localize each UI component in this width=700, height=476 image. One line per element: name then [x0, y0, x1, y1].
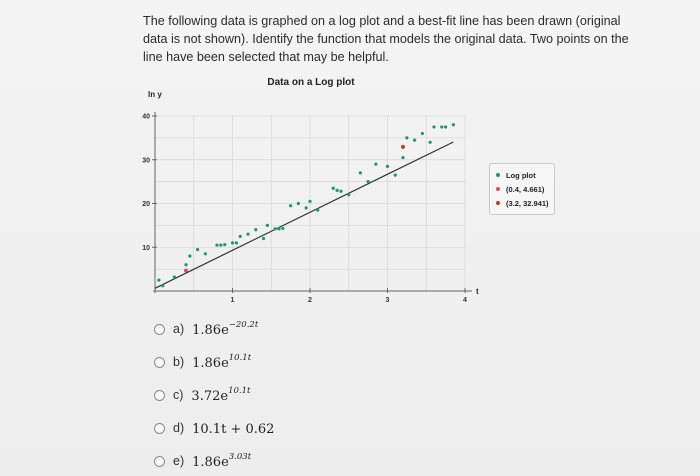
option-formula	[191, 386, 250, 404]
data-point	[231, 241, 234, 244]
legend-marker	[496, 187, 500, 191]
legend-item-point-1	[496, 183, 544, 195]
y-tick-label: 30	[142, 157, 150, 165]
x-tick-label: 3	[385, 297, 390, 304]
fit-line	[155, 142, 453, 288]
formula-base: 1.86e	[192, 356, 229, 371]
data-point	[289, 204, 292, 207]
data-point	[432, 125, 435, 128]
radio-button[interactable]	[154, 390, 165, 401]
option-a[interactable]	[154, 318, 258, 340]
data-point	[452, 123, 455, 126]
chart-title: Data on a Log plot	[267, 77, 355, 88]
data-point	[239, 235, 242, 238]
data-point	[262, 237, 265, 240]
data-point	[188, 254, 191, 257]
option-formula	[192, 419, 274, 437]
data-point	[359, 171, 362, 174]
option-letter: d)	[173, 421, 185, 435]
legend-item-log-plot	[496, 169, 536, 181]
data-points	[157, 123, 455, 287]
formula-base: 1.86e	[192, 323, 229, 338]
data-point	[374, 163, 377, 166]
option-b[interactable]	[154, 351, 251, 373]
y-tick-label: 20	[142, 201, 150, 208]
option-letter: a)	[173, 322, 185, 336]
legend-item-point-2	[496, 197, 549, 209]
data-point	[204, 252, 207, 255]
data-point	[215, 243, 218, 246]
data-point	[281, 227, 284, 230]
data-point	[308, 200, 311, 203]
radio-button[interactable]	[154, 456, 165, 467]
data-point	[394, 173, 397, 176]
data-point	[339, 190, 342, 193]
data-point	[305, 206, 308, 209]
formula-base: 1.86e	[192, 455, 229, 470]
legend-marker	[496, 173, 500, 177]
formula-exponent: 3.03t	[228, 452, 252, 462]
data-point	[444, 125, 447, 128]
data-point	[297, 202, 300, 205]
data-point	[347, 193, 350, 196]
y-tick-label: 10	[142, 244, 150, 252]
formula-exponent: −20.2t	[228, 320, 259, 330]
radio-button[interactable]	[154, 423, 165, 434]
data-point	[235, 241, 238, 244]
radio-button[interactable]	[154, 357, 165, 368]
data-point	[274, 227, 277, 230]
radio-button[interactable]	[154, 324, 165, 335]
formula-base: 3.72e	[191, 389, 229, 404]
data-point	[413, 138, 416, 141]
formula-base: 10.1t + 0.62	[192, 422, 275, 437]
x-tick-label: 4	[463, 297, 467, 304]
chart-legend	[489, 163, 555, 215]
x-tick-label: 2	[308, 297, 312, 304]
y-axis-label: ln y	[148, 90, 162, 99]
data-point	[223, 243, 226, 246]
fit-line-group	[155, 142, 453, 288]
legend-label: (3.2, 32.941)	[506, 198, 549, 208]
tick-labels	[142, 114, 467, 305]
data-point	[196, 248, 199, 251]
legend-marker	[496, 201, 500, 205]
data-point	[386, 165, 389, 168]
data-point	[173, 275, 176, 278]
legend-label: Log plot	[506, 170, 536, 180]
data-point	[421, 132, 424, 135]
x-tick-label: 1	[230, 297, 235, 304]
option-letter: b)	[173, 355, 185, 369]
data-point	[401, 156, 404, 159]
data-point	[277, 227, 280, 230]
data-point	[161, 284, 164, 287]
data-point	[246, 233, 249, 236]
data-point	[332, 187, 335, 190]
formula-exponent: 10.1t	[228, 353, 252, 363]
highlighted-point	[184, 269, 188, 273]
data-point	[219, 243, 222, 246]
y-tick-label: 40	[142, 113, 150, 121]
data-point	[405, 136, 408, 139]
option-letter: e)	[173, 454, 185, 468]
legend-label: (0.4, 4.661)	[506, 184, 545, 194]
data-point	[367, 180, 370, 183]
option-formula	[192, 320, 258, 338]
data-point	[254, 228, 257, 231]
data-point	[266, 224, 269, 227]
highlighted-point	[401, 145, 405, 149]
data-point	[157, 278, 160, 281]
option-formula	[192, 353, 251, 371]
data-point	[184, 263, 187, 266]
data-point	[440, 125, 443, 128]
question-text: The following data is graphed on a log plot and a best-fit line has been drawn (original data is not shown). Identify the function that models the original data. Two points on the line have been selected that may be helpful.	[143, 14, 629, 64]
formula-exponent: 10.1t	[228, 386, 251, 396]
data-point	[429, 141, 432, 144]
option-c[interactable]	[154, 384, 250, 406]
option-d[interactable]	[154, 417, 274, 439]
option-formula	[192, 452, 251, 470]
data-point	[336, 189, 339, 192]
option-e[interactable]	[154, 450, 251, 472]
option-letter: c)	[173, 388, 184, 402]
x-axis-label: t	[476, 287, 479, 296]
data-point	[316, 208, 319, 211]
